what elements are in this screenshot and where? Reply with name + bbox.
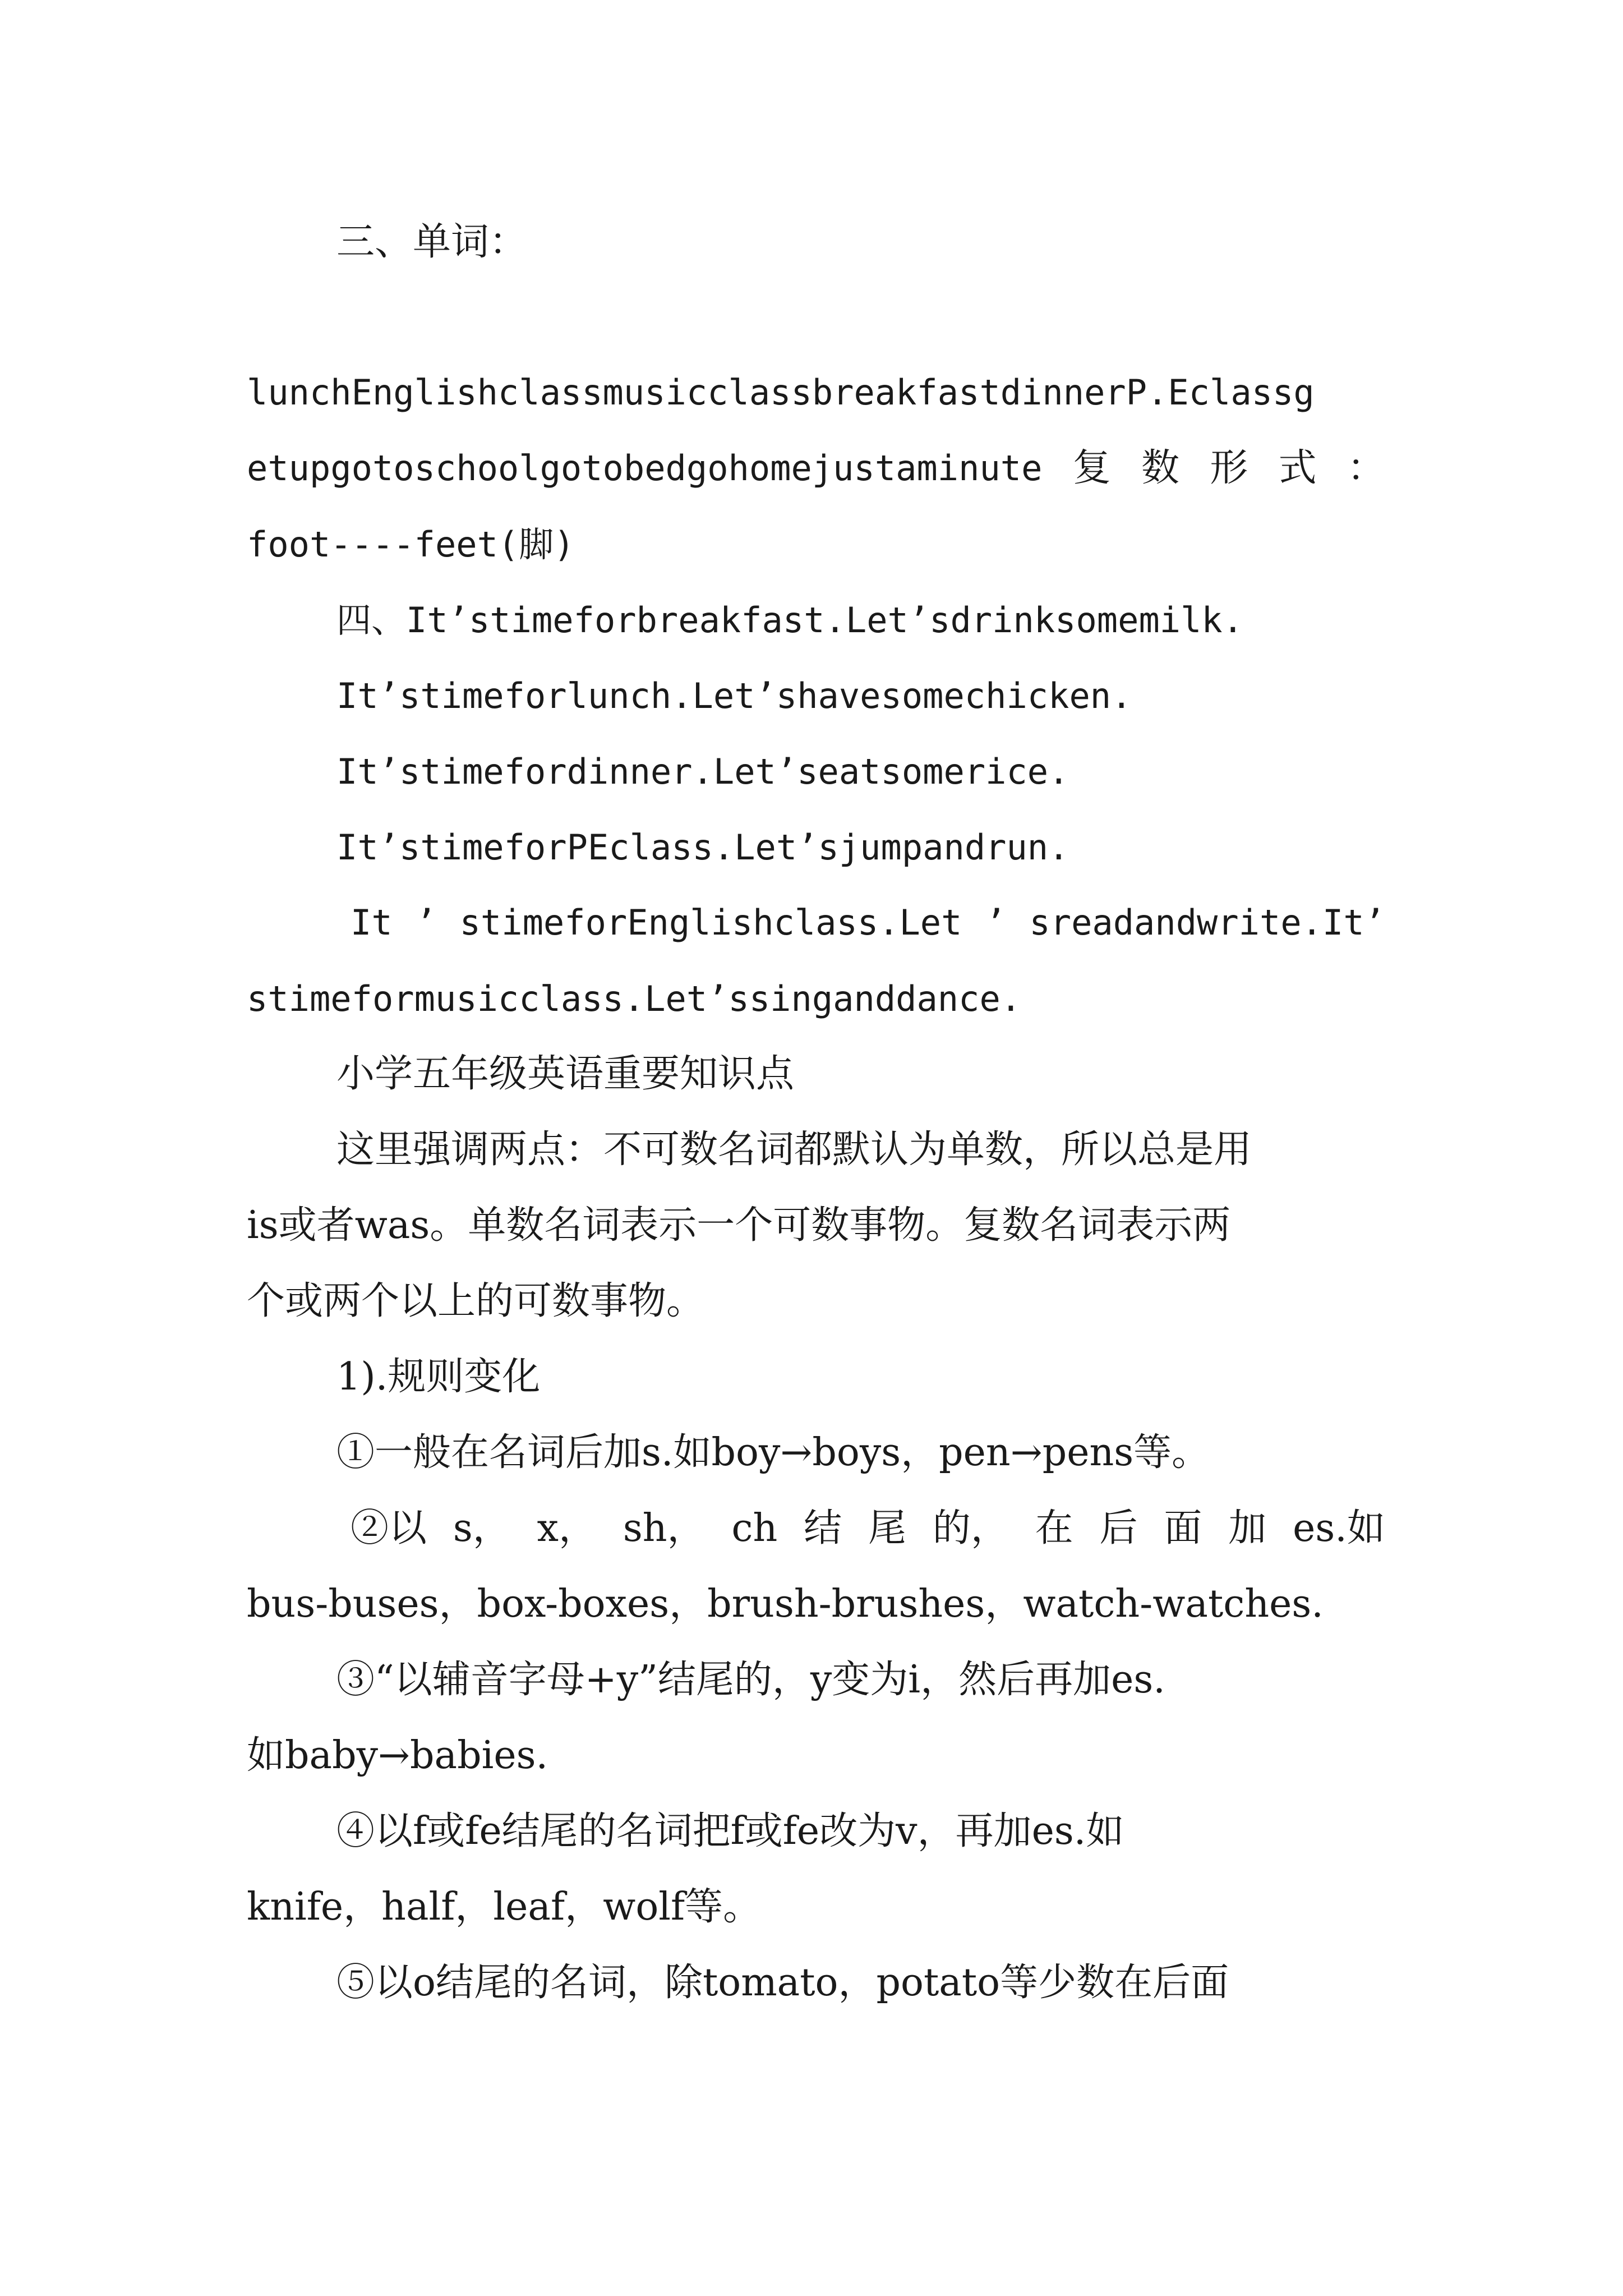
sentence-english-part-5: sreadandwrite.It’ bbox=[1029, 902, 1385, 943]
rule-2-token-13: es.如 bbox=[1293, 1506, 1385, 1550]
rule-5-line-1: ⑤以o结尾的名词，除tomato，potato等少数在后面 bbox=[336, 1961, 1229, 2005]
sentence-english-part-2: ’ bbox=[415, 902, 437, 943]
rule-3-line-2: 如baby→babies. bbox=[247, 1733, 548, 1778]
rule-4-line-2: knife，half，leaf，wolf等。 bbox=[247, 1885, 762, 1929]
rule-2-token-4: sh， bbox=[623, 1506, 706, 1550]
heading-words: 三、单词： bbox=[336, 220, 528, 264]
rule-2-token-5: ch bbox=[731, 1506, 778, 1550]
sentence-music-class bbox=[247, 976, 1385, 1022]
sentence-pe-class bbox=[336, 825, 1385, 870]
rule-2-token-2: s， bbox=[453, 1506, 511, 1550]
sentence-pe-class-text: It’stimeforPEclass.Let’sjumpandrun. bbox=[336, 827, 1069, 868]
plural-form-char-2: 数 bbox=[1141, 446, 1180, 490]
rule-2-token-12: 加 bbox=[1228, 1506, 1267, 1550]
paragraph-1-line-1: 这里强调两点：不可数名词都默认为单数，所以总是用 bbox=[336, 1128, 1252, 1172]
paragraph-1-line-3: 个或两个以上的可数事物。 bbox=[247, 1279, 705, 1323]
sentence-english-class bbox=[351, 900, 1385, 945]
sentence-breakfast bbox=[336, 597, 1385, 643]
rule-2-token-8: 的， bbox=[932, 1506, 1009, 1550]
sentence-music-class-text: stimeformusicclass.Let’ssinganddance. bbox=[247, 978, 1022, 1019]
sentence-lunch-text: It’stimeforlunch.Let’shavesomechicken. bbox=[336, 675, 1132, 716]
sentence-dinner-text: It’stimefordinner.Let’seatsomerice. bbox=[336, 751, 1069, 792]
plural-form-colon: ： bbox=[1347, 446, 1385, 490]
rule-3-line-1: ③“以辅音字母+y”结尾的，y变为i，然后再加es. bbox=[336, 1658, 1165, 1702]
rule-2-token-1: ②以 bbox=[351, 1506, 427, 1550]
rule-2-token-6: 结 bbox=[804, 1506, 842, 1550]
rule-2-token-11: 面 bbox=[1164, 1506, 1202, 1550]
plural-form-char-3: 形 bbox=[1210, 446, 1248, 490]
word-list-phrases: etupgotoschoolgotobedgohomejustaminute bbox=[247, 448, 1043, 489]
sentence-lunch bbox=[336, 673, 1385, 719]
sentence-breakfast-text: 四、It’stimeforbreakfast.Let’sdrinksomemilk. bbox=[336, 600, 1244, 641]
rule-title: 1).规则变化 bbox=[336, 1355, 541, 1399]
plural-form-char-4: 式 bbox=[1278, 446, 1317, 490]
rule-1: ①一般在名词后加s.如boy→boys，pen→pens等。 bbox=[336, 1430, 1210, 1475]
rule-2-token-7: 尾 bbox=[868, 1506, 906, 1550]
rule-2-token-10: 后 bbox=[1099, 1506, 1138, 1550]
rule-2-line-2: bus-buses，box-boxes，brush-brushes，watch-watches. bbox=[247, 1582, 1324, 1626]
sentence-dinner bbox=[336, 749, 1385, 794]
foot-feet-text: foot----feet(脚) bbox=[247, 524, 575, 565]
section-title: 小学五年级英语重要知识点 bbox=[336, 1052, 795, 1096]
word-list-line-2 bbox=[247, 446, 1385, 491]
word-list-line-1: lunchEnglishclassmusicclassbreakfastdinnerP.Eclassg bbox=[247, 372, 1315, 413]
rule-2-line-1 bbox=[351, 1506, 1385, 1551]
rule-2-token-3: x， bbox=[537, 1506, 597, 1550]
rule-2-token-9: 在 bbox=[1035, 1506, 1073, 1550]
paragraph-1-line-2: is或者was。单数名词表示一个可数事物。复数名词表示两 bbox=[247, 1203, 1231, 1248]
sentence-english-part-4: ’ bbox=[985, 902, 1007, 943]
word-list-line-3 bbox=[247, 522, 1385, 567]
sentence-english-part-3: stimeforEnglishclass.Let bbox=[459, 902, 962, 943]
rule-4-line-1: ④以f或fe结尾的名词把f或fe改为v，再加es.如 bbox=[336, 1809, 1124, 1853]
plural-form-char-1: 复 bbox=[1072, 446, 1111, 490]
sentence-english-part-1: It bbox=[351, 902, 393, 943]
